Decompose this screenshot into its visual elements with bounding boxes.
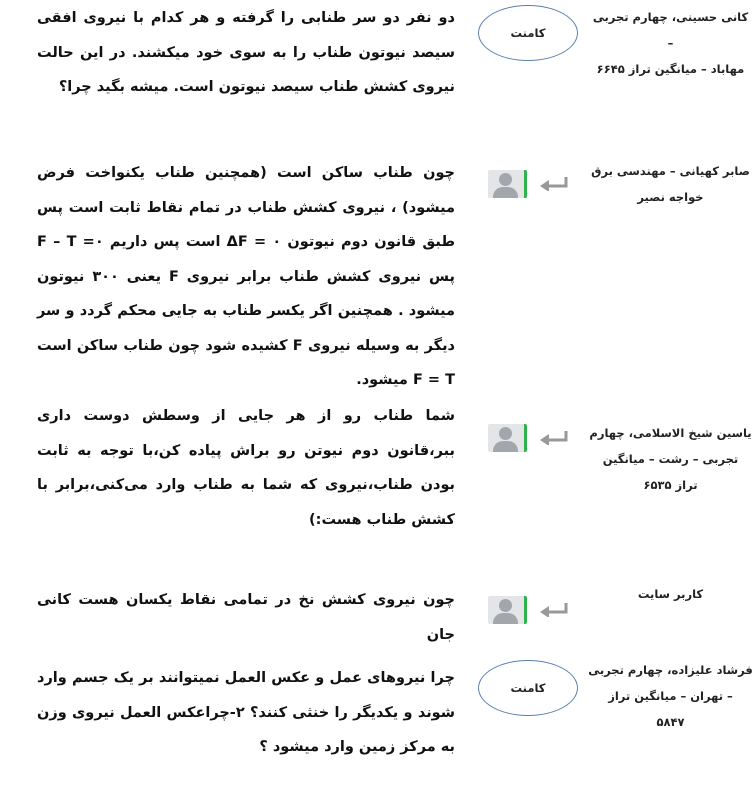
author-line: فرشاد علیزاده، چهارم تجربی: [588, 663, 753, 677]
comment-text: دو نفر دو سر طنابی را گرفته و هر کدام با نیروی افقی سیصد نیوتون طناب را به سوی خود میکشند. در این حالت نیروی کشش طناب سیصد نیوتون است. میشه بگید چرا؟: [37, 10, 455, 95]
reply-arrow-icon: [540, 177, 568, 191]
comment-author: [588, 4, 753, 82]
author-line: یاسین شیخ الاسلامی، چهارم: [589, 426, 752, 440]
author-line: کانی حسینی، چهارم تجربی –: [592, 10, 749, 50]
comment-author: [588, 657, 753, 735]
reply-text: چون طناب ساکن است (همچنین طناب یکنواخت فرض میشود) ، نیروی کشش طناب در تمام نقاط ثابت است پس طبق قانون دوم نیوتون ۰ = ΔF است پس داریم ۰= F – T پس نیروی کشش طناب برابر نیروی F یعنی ۳۰۰ نیوتون میشود . همچنین اگر یکسر طناب به جایی محکم گردد و سر دیگر به وسیله نیروی F کشیده شود چون طناب ساکن است F = T میشود.: [37, 165, 455, 388]
comment-badge-label: کامنت: [510, 26, 546, 40]
reply-author: [588, 158, 753, 210]
author-line: خواجه نصیر: [637, 190, 704, 204]
user-avatar-icon: [488, 596, 527, 624]
reply-arrow-icon: [540, 431, 568, 445]
author-line: – تهران – میانگین تراز: [608, 689, 733, 703]
reply-text: چون نیروی کشش نخ در تمامی نقاط یکسان هست کانی جان: [37, 592, 455, 643]
reply-author: [588, 581, 753, 607]
author-line: تراز ۶۵۳۵: [643, 478, 698, 492]
reply-text: شما طناب رو از هر جایی از وسطش دوست داری ببر،قانون دوم نیوتن رو براش پیاده کن،با توجه به ثابت بودن طناب،نیروی که شما به طناب وارد می‌کنی،برابر با کشش طناب هست:): [37, 408, 455, 528]
author-line: تجربی – رشت – میانگین: [602, 452, 739, 466]
user-avatar-icon: [488, 424, 527, 452]
comment-text: چرا نیروهای عمل و عکس العمل نمیتوانند بر یک جسم وارد شوند و یکدیگر را خنثی کنند؟ ۲-چراعکس العمل نیروی وزن به مرکز زمین وارد میشود ؟: [37, 670, 455, 755]
author-line: صابر کهیانی – مهندسی برق: [591, 164, 750, 178]
comment-badge-label: کامنت: [510, 681, 546, 695]
user-avatar-icon: [488, 170, 527, 198]
comment-badge: [478, 5, 578, 61]
reply-arrow-icon: [540, 603, 568, 617]
comment-badge: [478, 660, 578, 716]
author-line: ۵۸۴۷: [656, 715, 685, 729]
author-line: کاربر سایت: [637, 587, 704, 601]
reply-author: [588, 420, 753, 498]
author-line: مهاباد – میانگین تراز ۶۶۴۵: [596, 62, 745, 76]
